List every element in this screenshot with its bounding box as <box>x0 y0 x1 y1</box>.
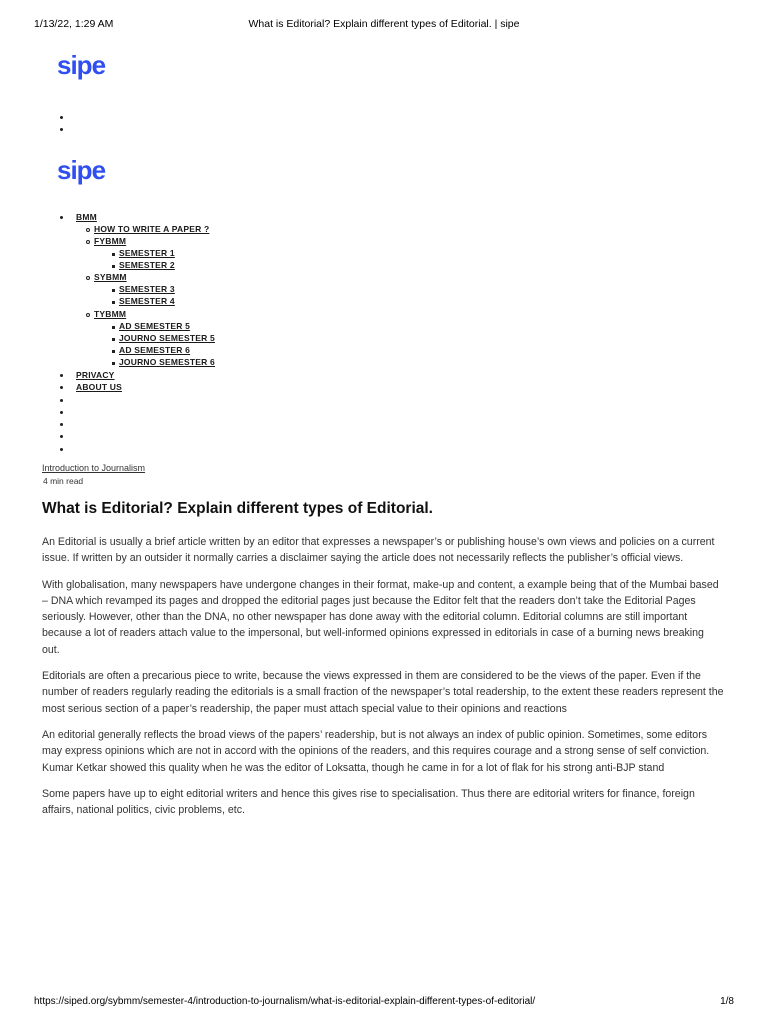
menu-item-ad-semester-5[interactable]: AD SEMESTER 5 <box>119 321 191 331</box>
menu-item-about-us[interactable]: ABOUT US <box>76 382 122 392</box>
site-logo[interactable]: sipe <box>57 50 106 80</box>
print-footer <box>34 996 734 1010</box>
menu-item-fy-semester-2[interactable]: SEMESTER 2 <box>119 260 175 270</box>
square-bullet <box>112 326 115 329</box>
menu-item-fybmm[interactable]: FYBMM <box>94 236 127 246</box>
disc-bullet <box>60 374 63 377</box>
circle-bullet <box>86 276 90 280</box>
article-paragraph: An editorial generally reflects the broad views of the papers’ readership, but is not always an index of public opinion. Sometimes, some editors may express opinions which are not in accord with the opinions of the readers, and this requires courage and a strong sense of self conviction. Kumar Ketkar showed this quality when he was the editor of Loksatta, though he came in for a lot of flak for his strong anti-BJP stand <box>42 728 710 774</box>
article-paragraph: An Editorial is usually a brief article written by an editor that expresses a newspaper’s or publishing house’s own views and policies on a current issue. If written by an outsider it normally carries a disclaimer saying the article does not necessarily reflects the publisher’s official views. <box>42 536 715 565</box>
circle-bullet <box>86 240 90 244</box>
print-page-number: 1/8 <box>720 996 734 1007</box>
menu-item-fy-semester-1[interactable]: SEMESTER 1 <box>119 248 175 258</box>
print-page-title: What is Editorial? Explain different types of Editorial. | sipe <box>248 18 520 30</box>
square-bullet <box>112 338 115 341</box>
menu-item-ad-semester-6[interactable]: AD SEMESTER 6 <box>119 345 191 355</box>
menu-item-journo-semester-5[interactable]: JOURNO SEMESTER 5 <box>119 333 215 343</box>
square-bullet <box>112 301 115 304</box>
disc-bullet <box>60 386 63 389</box>
empty-list-bullet <box>60 411 63 414</box>
article-paragraph: Editorials are often a precarious piece to write, because the views expressed in them are considered to be the views of the paper. Even if the number of readers regularly reading the editorials is a small fraction of the newspaper’s total readership, to the extent these readers represent the most serious section of a paper’s readership, the paper must attach special value to their opinions and reactions <box>42 670 724 715</box>
square-bullet <box>112 253 115 256</box>
menu-item-tybmm[interactable]: TYBMM <box>94 309 127 319</box>
print-datetime: 1/13/22, 1:29 AM <box>34 18 114 30</box>
category-link[interactable]: Introduction to Journalism <box>42 463 146 473</box>
read-time: 4 min read <box>43 476 84 486</box>
article-title: What is Editorial? Explain different types of Editorial. <box>42 500 433 517</box>
empty-list-bullet <box>60 128 63 131</box>
circle-bullet <box>86 228 90 232</box>
menu-item-bmm[interactable]: BMM <box>76 212 97 222</box>
article-paragraph: With globalisation, many newspapers have undergone changes in their format, make-up and content, a example being that of the Mumbai based – DNA which revamped its pages and dropped the editorial pages just because the Editor felt that the readers don’t take the Editorial Pages seriously. However, other than the DNA, no other newspaper has done away with the editorial column. Editorial columns are still important because a lot of readers attach value to the impersonal, but well-informed opinions expressed in editorials in case of a burning news breaking out. <box>42 578 719 656</box>
empty-list-bullet <box>60 435 63 438</box>
square-bullet <box>112 289 115 292</box>
empty-list-bullet <box>60 448 63 451</box>
site-logo-secondary[interactable]: sipe <box>57 155 106 185</box>
print-url: https://siped.org/sybmm/semester-4/introduction-to-journalism/what-is-editorial-explain-different-types-of-editorial/ <box>34 996 536 1007</box>
empty-list-bullet <box>60 399 63 402</box>
menu-item-privacy[interactable]: PRIVACY <box>76 370 115 380</box>
print-header <box>34 18 734 32</box>
square-bullet <box>112 265 115 268</box>
disc-bullet <box>60 216 63 219</box>
menu-item-sy-semester-4[interactable]: SEMESTER 4 <box>119 296 175 306</box>
menu-item-sy-semester-3[interactable]: SEMESTER 3 <box>119 284 175 294</box>
article-body <box>42 534 724 828</box>
empty-list-bullet <box>60 423 63 426</box>
square-bullet <box>112 350 115 353</box>
empty-list-bullet <box>60 116 63 119</box>
article-paragraph: Some papers have up to eight editorial writers and hence this gives rise to specialisation. Thus there are editorial writers for finance, foreign affairs, national politics, civic problems, etc. <box>42 787 695 817</box>
circle-bullet <box>86 313 90 317</box>
menu-item-how-to-write[interactable]: HOW TO WRITE A PAPER ? <box>94 224 210 234</box>
menu-item-sybmm[interactable]: SYBMM <box>94 272 127 282</box>
square-bullet <box>112 362 115 365</box>
menu-item-journo-semester-6[interactable]: JOURNO SEMESTER 6 <box>119 357 215 367</box>
